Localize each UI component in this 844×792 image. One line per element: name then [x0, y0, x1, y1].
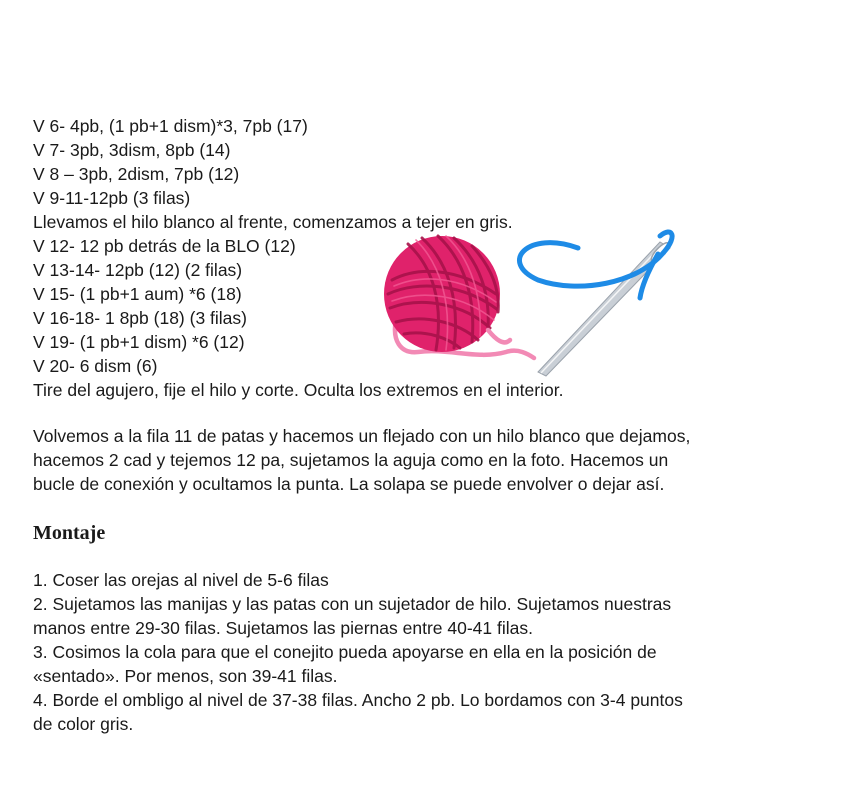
pattern-row: V 6- 4pb, (1 pb+1 dism)*3, 7pb (17) — [33, 116, 308, 136]
step-line: 3. Cosimos la cola para que el conejito pueda apoyarse en ella en la posición de — [33, 642, 657, 662]
step-line: 1. Coser las orejas al nivel de 5-6 filas — [33, 570, 329, 590]
pattern-row: Llevamos el hilo blanco al frente, comenzamos a tejer en gris. — [33, 212, 513, 232]
pattern-row: V 9-11-12pb (3 filas) — [33, 188, 191, 208]
step-line: 4. Borde el ombligo al nivel de 37-38 filas. Ancho 2 pb. Lo bordamos con 3-4 puntos — [33, 690, 683, 710]
step-line: «sentado». Por menos, son 39-41 filas. — [33, 666, 338, 686]
pattern-row: V 16-18- 1 8pb (18) (3 filas) — [33, 308, 247, 328]
step-line: de color gris. — [33, 714, 134, 734]
pattern-row: V 12- 12 pb detrás de la BLO (12) — [33, 236, 296, 256]
pattern-row: V 19- (1 pb+1 dism) *6 (12) — [33, 332, 245, 352]
step-line: 2. Sujetamos las manijas y las patas con un sujetador de hilo. Sujetamos nuestras — [33, 594, 672, 614]
step-line: manos entre 29-30 filas. Sujetamos las piernas entre 40-41 filas. — [33, 618, 533, 638]
paragraph-line: hacemos 2 cad y tejemos 12 pa, sujetamos la aguja como en la foto. Hacemos un — [33, 450, 669, 470]
pattern-row: V 15- (1 pb+1 aum) *6 (18) — [33, 284, 242, 304]
paragraph-line: bucle de conexión y ocultamos la punta. La solapa se puede envolver o dejar así. — [33, 474, 665, 494]
yarn-needle-illustration — [378, 228, 688, 378]
pattern-row: Tire del agujero, fije el hilo y corte. Oculta los extremos en el interior. — [33, 380, 564, 400]
yarn-ball-icon — [384, 236, 534, 358]
pattern-row: V 20- 6 dism (6) — [33, 356, 158, 376]
pattern-row: V 8 – 3pb, 2dism, 7pb (12) — [33, 164, 240, 184]
pattern-row: V 13-14- 12pb (12) (2 filas) — [33, 260, 243, 280]
sewing-needle-icon — [519, 232, 672, 376]
assembly-steps — [33, 568, 823, 736]
section-title: Montaje — [33, 522, 106, 544]
paragraph-line: Volvemos a la fila 11 de patas y hacemos un flejado con un hilo blanco que dejamos, — [33, 426, 691, 446]
pattern-row: V 7- 3pb, 3dism, 8pb (14) — [33, 140, 231, 160]
document-body — [33, 114, 823, 736]
instruction-paragraph — [33, 424, 823, 496]
